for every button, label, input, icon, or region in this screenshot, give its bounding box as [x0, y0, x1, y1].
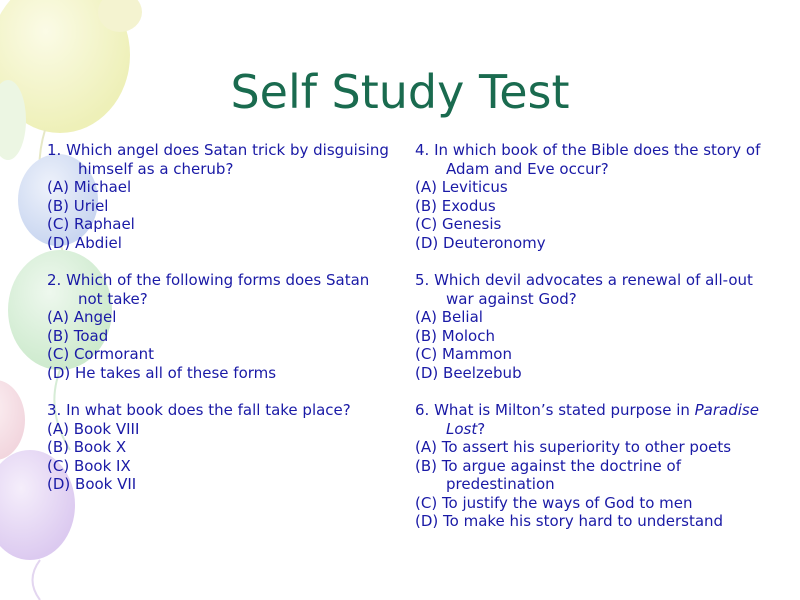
question-stem: 4. In which book of the Bible does the story of Adam and Eve occur? [415, 141, 761, 178]
question-stem-suffix: ? [477, 419, 486, 438]
answer-option: (C) Genesis [415, 215, 502, 233]
question-5 [415, 271, 765, 382]
question-3 [47, 401, 397, 494]
answer-option: (D) Beelzebub [415, 363, 522, 382]
question-6 [415, 401, 765, 531]
answer-option: (A) Michael [47, 178, 132, 196]
question-1 [47, 141, 397, 252]
question-stem: 1. Which angel does Satan trick by disguising himself as a cherub? [47, 141, 389, 178]
question-stem: 2. Which of the following forms does Satan not take? [47, 271, 370, 308]
answer-option: (A) Book VIII [47, 419, 140, 438]
question-stem: 3. In what book does the fall take place? [47, 401, 351, 419]
answer-option: (A) To assert his superiority to other poets [415, 438, 732, 456]
answer-option: (A) Angel [47, 308, 117, 326]
answer-option: (C) Cormorant [47, 345, 155, 363]
answer-option: (A) Belial [415, 308, 483, 326]
answer-option: (C) Mammon [415, 345, 512, 363]
answer-option: (C) Raphael [47, 215, 135, 233]
answer-option: (D) Abdiel [47, 233, 122, 252]
answer-option: (B) Book X [47, 438, 127, 456]
question-stem: 5. Which devil advocates a renewal of all-out war against God? [415, 271, 753, 308]
answer-option: (D) Book VII [47, 475, 137, 493]
answer-option: (D) To make his story hard to understand [415, 512, 724, 530]
question-4 [415, 141, 765, 252]
answer-option: (A) Leviticus [415, 178, 508, 196]
answer-option: (B) Moloch [415, 326, 495, 345]
question-stem-prefix: 6. What is Milton’s stated purpose in [415, 401, 695, 419]
book-title: Paradise Lost [446, 401, 759, 438]
questions-column-left [47, 141, 397, 513]
answer-option: (B) Exodus [415, 196, 496, 215]
answer-option: (C) Book IX [47, 456, 131, 475]
answer-option: (B) Uriel [47, 196, 109, 215]
answer-option: (D) Deuteronomy [415, 233, 546, 252]
answer-option: (C) To justify the ways of God to men [415, 493, 693, 512]
question-2 [47, 271, 397, 382]
answer-option: (B) To argue against the doctrine of predestination [415, 456, 681, 493]
pink-balloon [0, 380, 25, 460]
answer-option: (D) He takes all of these forms [47, 363, 277, 382]
question-stem [415, 401, 765, 438]
slide-title: Self Study Test [230, 65, 570, 119]
questions-column-right [415, 141, 765, 550]
answer-option: (B) Toad [47, 326, 109, 345]
